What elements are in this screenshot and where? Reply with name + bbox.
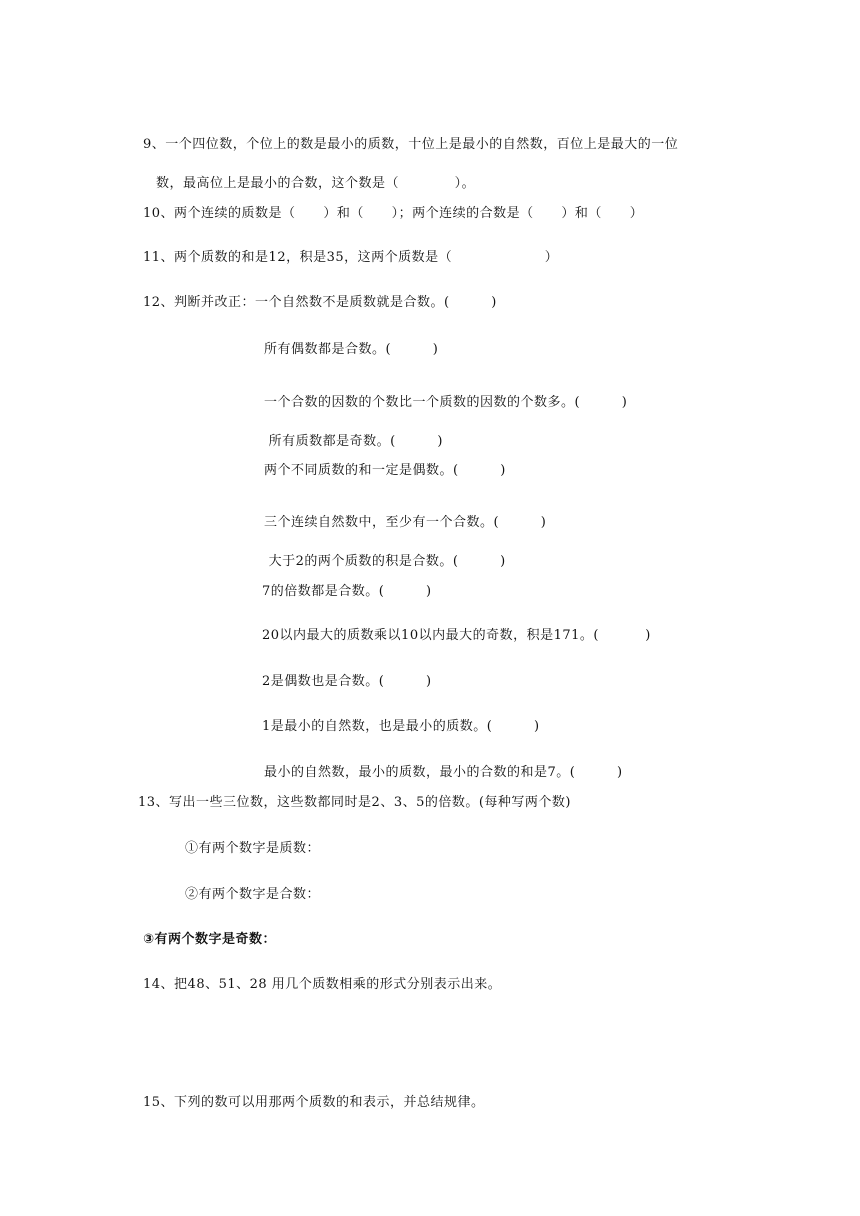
q10: 10、两个连续的质数是（ ）和（ ）；两个连续的合数是（ ）和（ ） [143,206,644,221]
q12-item: 7的倍数都是合数。( ) [262,584,432,599]
q12-item: 所有偶数都是合数。( ) [264,342,439,357]
q12-item: 20以内最大的质数乘以10以内最大的奇数，积是171。( ) [262,628,651,643]
q12-item: 最小的自然数，最小的质数，最小的合数的和是7。( ) [264,765,623,780]
q13-sub1: ①有两个数字是质数： [185,841,321,856]
q13-sub2: ②有两个数字是合数： [185,887,321,902]
q12-item: 两个不同质数的和一定是偶数。( ) [264,463,506,478]
q12-item: 大于2的两个质数的积是合数。( ) [264,554,506,569]
q15: 15、下列的数可以用那两个质数的和表示，并总结规律。 [143,1095,485,1110]
q12-item: 一个合数的因数的个数比一个质数的因数的个数多。( ) [264,395,628,410]
q12-item: 所有质数都是奇数。( ) [264,434,443,449]
q12-item: 1是最小的自然数，也是最小的质数。( ) [262,719,540,734]
q12-item: 三个连续自然数中，至少有一个合数。( ) [264,515,547,530]
q14: 14、把48、51、28 用几个质数相乘的形式分别表示出来。 [143,977,502,992]
q11: 11、两个质数的和是12，积是35，这两个质数是（ ） [143,250,559,265]
q13-sub3: ③有两个数字是奇数： [143,932,277,947]
q13-title: 13、写出一些三位数，这些数都同时是2、3、5的倍数。(每种写两个数) [138,795,571,810]
q9-line2: 数，最高位上是最小的合数，这个数是（ ）。 [156,176,476,191]
q12-item: 2是偶数也是合数。( ) [262,674,432,689]
q12-intro: 12、判断并改正：一个自然数不是质数就是合数。( ) [143,295,497,310]
q9-line1: 9、一个四位数，个位上的数是最小的质数，十位上是最小的自然数，百位上是最大的一位 [143,137,679,152]
